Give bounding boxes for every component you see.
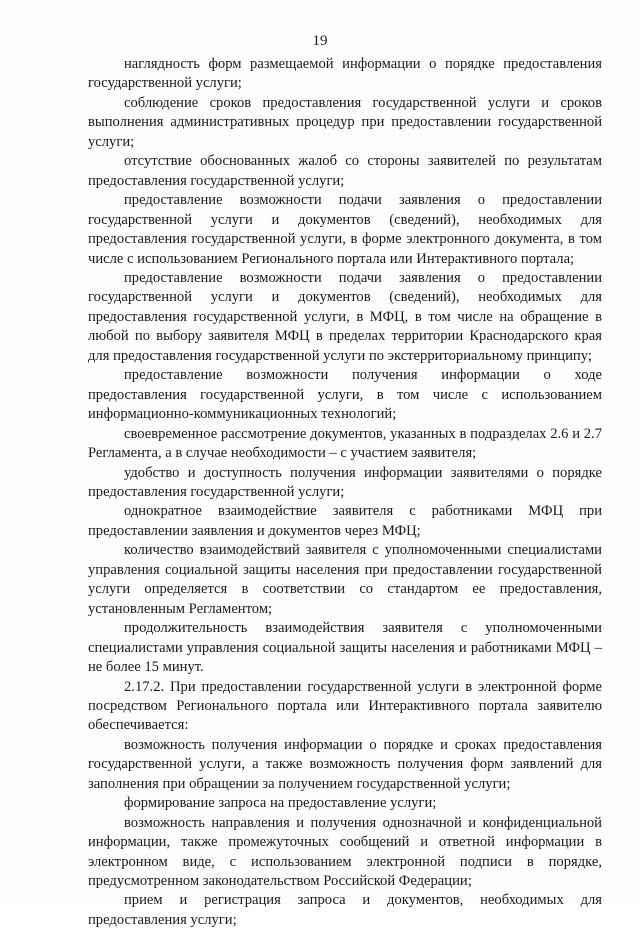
- paragraph: предоставление возможности получения информации о ходе предоставления государственной услуги, в том числе с использованием информационно-коммуникационных технологий;: [88, 367, 602, 423]
- paragraph: возможность направления и получения однозначной и конфиденциальной информации, также промежуточных сообщений и ответной информации в электронном виде, с использованием электронной подписи в порядке, предусмотренном законодательством Российской Федерации;: [88, 814, 602, 890]
- paragraph: соблюдение сроков предоставления государственной услуги и сроков выполнения административных процедур при предоставлении государственной услуги;: [88, 94, 602, 150]
- paragraph: своевременное рассмотрение документов, указанных в подразделах 2.6 и 2.7 Регламента, а в случае необходимости – с участием заявителя;: [88, 425, 602, 462]
- body-text: [88, 55, 602, 930]
- page-number: 19: [312, 33, 328, 49]
- paragraph: предоставление возможности подачи заявления о предоставлении государственной услуги и документов (сведений), необходимых для предоставления государственной услуги, в форме электронного документа, в том числе с использованием Регионального портала или Интерактивного портала;: [88, 192, 602, 267]
- paragraph: наглядность форм размещаемой информации о порядке предоставления государственной услуги;: [88, 56, 602, 92]
- paragraph: возможность получения информации о порядке и сроках предоставления государственной услуги, а также возможность получения форм заявлений для заполнения при обращении за получением государственной услуги;: [88, 736, 602, 792]
- paragraph: прием и регистрация запроса и документов, необходимых для предоставления услуги;: [88, 892, 602, 928]
- paragraph: удобство и доступность получения информации заявителями о порядке предоставления государственной услуги;: [88, 464, 602, 500]
- paragraph: однократное взаимодействие заявителя с работниками МФЦ при предоставлении заявления и документов через МФЦ;: [88, 503, 602, 539]
- paragraph: 2.17.2. При предоставлении государственной услуги в электронной форме посредством Регионального портала или Интерактивного портала заявителю обеспечивается:: [88, 678, 602, 734]
- paragraph: предоставление возможности подачи заявления о предоставлении государственной услуги и документов (сведений), необходимых для предоставления государственной услуги, в МФЦ, в том числе на обращение в любой по выбору заявителя МФЦ в пределах территории Краснодарского края для предоставления государственной услуги по экстерриториальному принципу;: [88, 269, 602, 364]
- paragraph: формирование запроса на предоставление услуги;: [124, 795, 437, 812]
- paragraph: продолжительность взаимодействия заявителя с уполномоченными специалистами управления социальной защиты населения и работниками МФЦ – не более 15 минут.: [88, 620, 602, 676]
- paragraph: количество взаимодействий заявителя с уполномоченными специалистами управления социальной защиты населения при предоставлении государственной услуги определяется в соответствии со стандартом ее предоставления, установленным Регламентом;: [88, 542, 602, 617]
- paragraph: отсутствие обоснованных жалоб со стороны заявителей по результатам предоставления государственной услуги;: [88, 153, 602, 189]
